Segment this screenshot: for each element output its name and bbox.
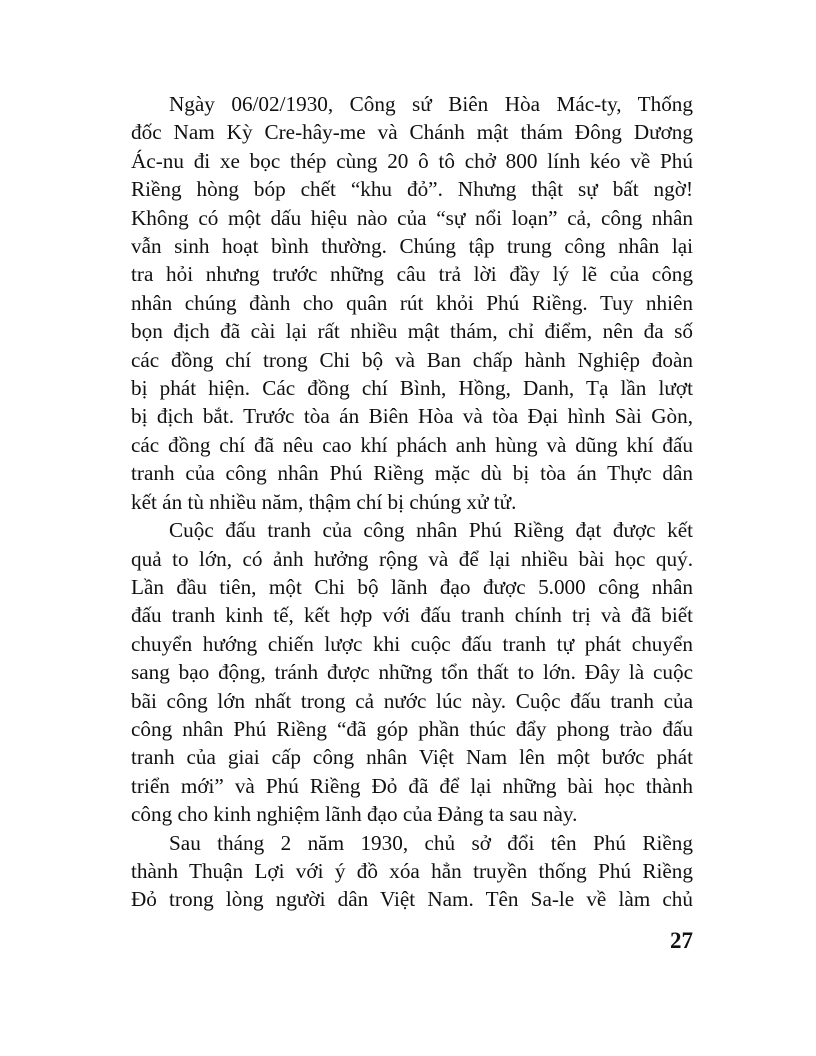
text-line: quả to lớn, có ảnh hưởng rộng và để lại nhiều bài học quý. <box>131 546 693 571</box>
text-line: kết án tù nhiều năm, thậm chí bị chúng xử tử. <box>131 489 517 514</box>
text-line: các đồng chí đã nêu cao khí phách anh hùng và dũng khí đấu <box>131 432 693 457</box>
text-line: Sau tháng 2 năm 1930, chủ sở đổi tên Phú Riềng <box>169 830 693 855</box>
text-line: triển mới” và Phú Riềng Đỏ đã để lại những bài học thành <box>131 773 693 798</box>
page-number: 27 <box>670 928 693 953</box>
text-line: bị phát hiện. Các đồng chí Bình, Hồng, Danh, Tạ lần lượt <box>131 376 693 401</box>
text-line: thành Thuận Lợi với ý đồ xóa hẳn truyền thống Phú Riềng <box>131 858 693 883</box>
text-line: đốc Nam Kỳ Cre-hây-me và Chánh mật thám Đông Dương <box>131 120 693 145</box>
text-line: nhân chúng đành cho quân rút khỏi Phú Riềng. Tuy nhiên <box>131 290 693 315</box>
text-line: Ác-nu đi xe bọc thép cùng 20 ô tô chở 800 lính kéo về Phú <box>131 148 693 173</box>
text-line: tranh của công nhân Phú Riềng mặc dù bị tòa án Thực dân <box>131 461 693 486</box>
text-line: công nhân Phú Riềng “đã góp phần thúc đẩy phong trào đấu <box>131 716 693 741</box>
text-line: chuyển hướng chiến lược khi cuộc đấu tranh tự phát chuyển <box>131 631 693 656</box>
text-line: tra hỏi nhưng trước những câu trả lời đầy lý lẽ của công <box>131 262 693 287</box>
text-line: Không có một dấu hiệu nào của “sự nổi loạn” cả, công nhân <box>131 205 693 230</box>
body-text <box>131 90 693 914</box>
text-line: các đồng chí trong Chi bộ và Ban chấp hành Nghiệp đoàn <box>131 347 693 372</box>
text-line: vẫn sinh hoạt bình thường. Chúng tập trung công nhân lại <box>131 234 693 259</box>
paragraph-1 <box>131 90 693 516</box>
text-line: Lần đầu tiên, một Chi bộ lãnh đạo được 5.000 công nhân <box>131 574 693 599</box>
text-line: bị địch bắt. Trước tòa án Biên Hòa và tòa Đại hình Sài Gòn, <box>131 404 693 429</box>
text-line: đấu tranh kinh tế, kết hợp với đấu tranh chính trị và đã biết <box>131 603 693 628</box>
text-line: bãi công lớn nhất trong cả nước lúc này. Cuộc đấu tranh của <box>131 688 693 713</box>
text-line: Cuộc đấu tranh của công nhân Phú Riềng đạt được kết <box>169 518 693 543</box>
text-line: sang bạo động, tránh được những tổn thất to lớn. Đây là cuộc <box>131 660 693 685</box>
text-line: Riềng hòng bóp chết “khu đỏ”. Nhưng thật sự bất ngờ! <box>131 177 693 202</box>
text-line: công cho kinh nghiệm lãnh đạo của Đảng ta sau này. <box>131 802 578 827</box>
paragraph-2 <box>131 516 693 828</box>
text-line: Đỏ trong lòng người dân Việt Nam. Tên Sa-le về làm chủ <box>131 887 693 912</box>
text-line: tranh của giai cấp công nhân Việt Nam lên một bước phát <box>131 745 693 770</box>
paragraph-3 <box>131 829 693 914</box>
text-line: bọn địch đã cài lại rất nhiều mật thám, chỉ điểm, nên đa số <box>131 319 693 344</box>
text-line: Ngày 06/02/1930, Công sứ Biên Hòa Mác-ty, Thống <box>169 92 693 116</box>
